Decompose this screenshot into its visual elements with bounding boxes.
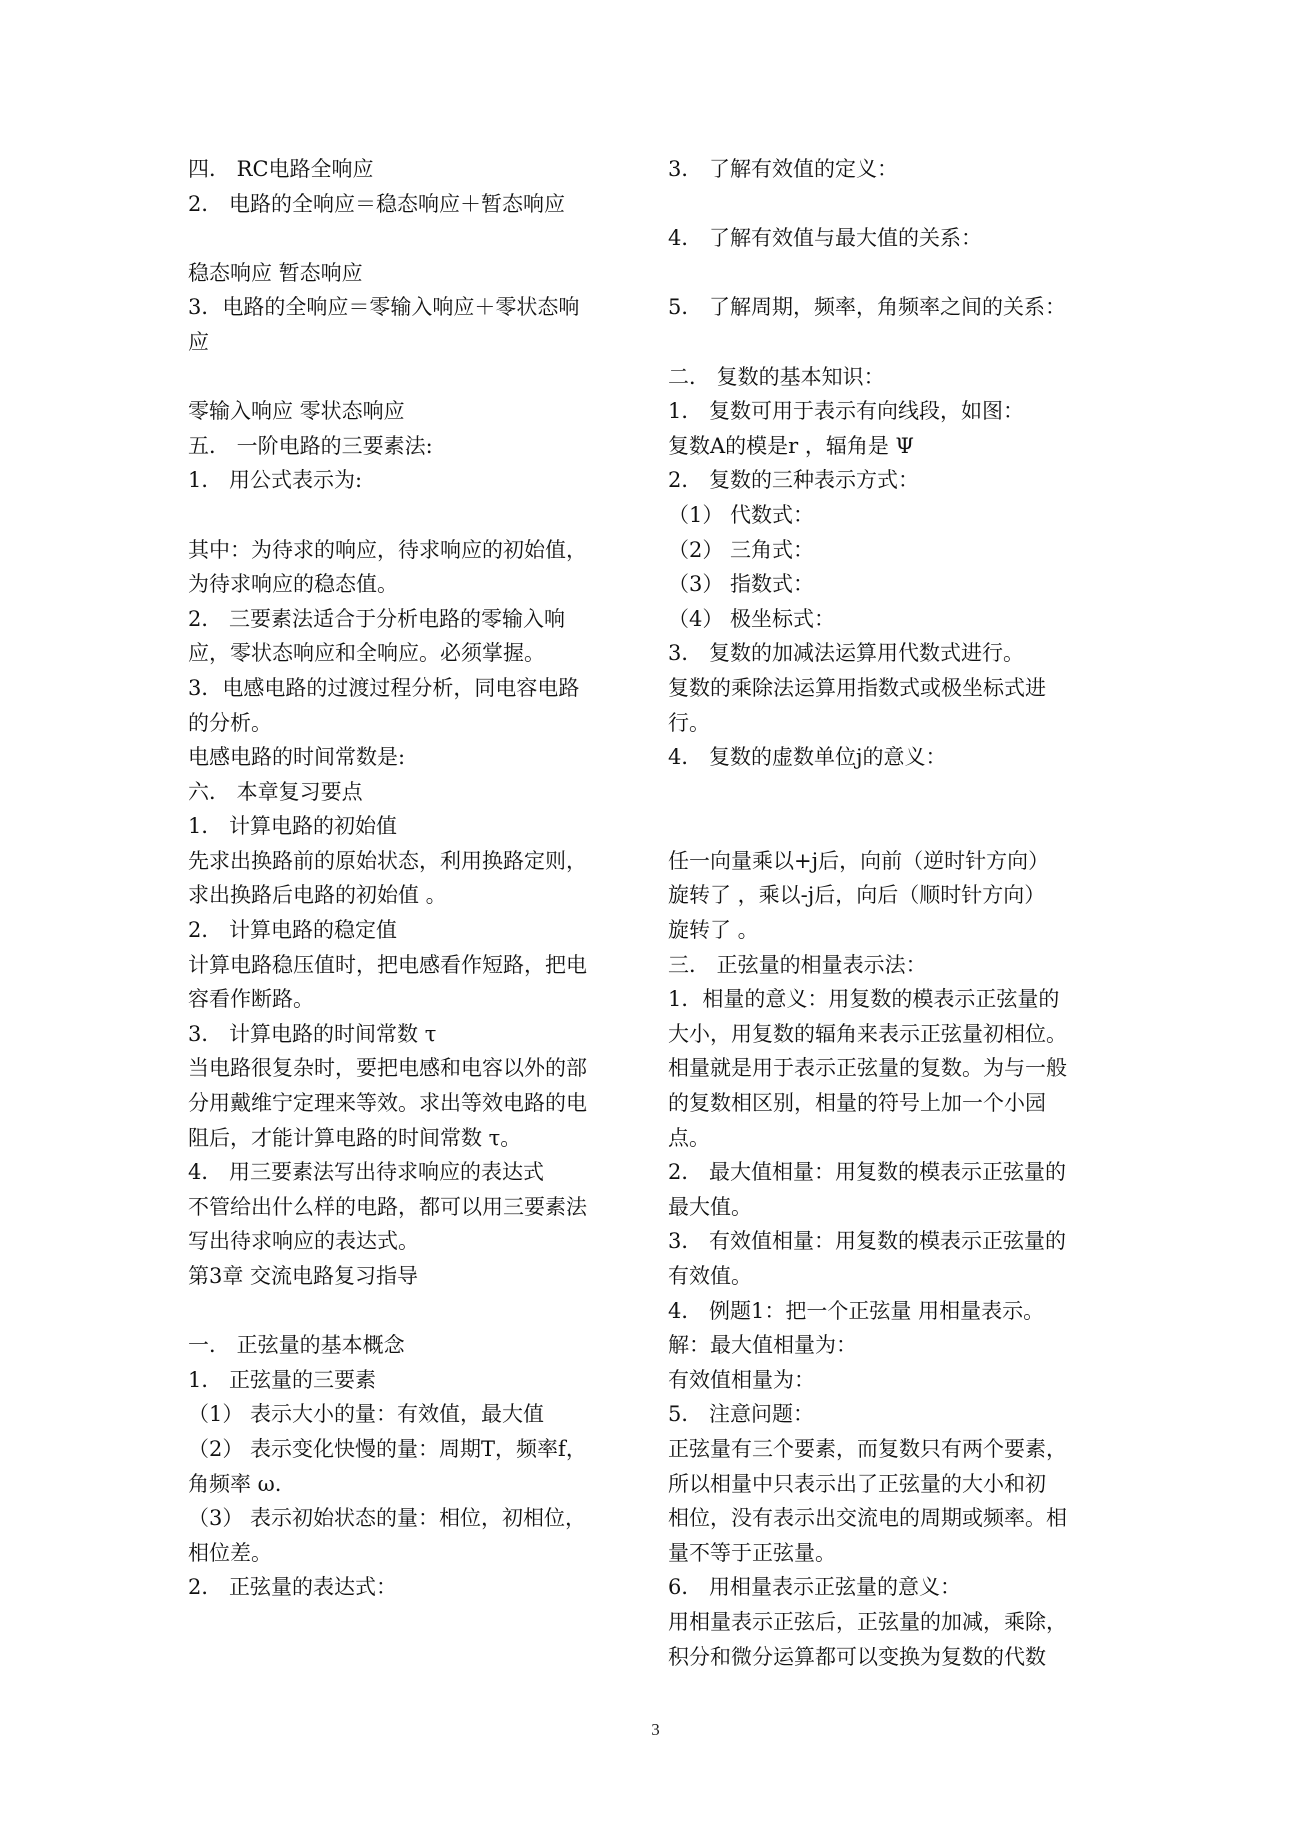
blank-line [668, 775, 1118, 810]
text-line: 不管给出什么样的电路，都可以用三要素法 [188, 1194, 587, 1219]
text-line: 3． 复数的加减法运算用代数式进行。 [668, 641, 1025, 666]
text-line: 大小，用复数的辐角来表示正弦量初相位。 [668, 1021, 1067, 1046]
text-line: 正弦量有三个要素，而复数只有两个要素， [668, 1436, 1067, 1461]
blank-line [188, 1294, 638, 1329]
text-line: 最大值。 [668, 1194, 752, 1219]
text-line: 2． 最大值相量：用复数的模表示正弦量的 [668, 1160, 1067, 1185]
text-line: 行。 [668, 710, 710, 735]
text-line: 1． 用公式表示为: [188, 468, 363, 493]
text-line: （3） 指数式： [668, 572, 815, 597]
text-line: （1） 代数式： [668, 502, 815, 527]
text-line: 一． 正弦量的基本概念 [188, 1333, 405, 1358]
text-line: 4． 用三要素法写出待求响应的表达式 [188, 1160, 545, 1185]
text-line: 相位差。 [188, 1540, 272, 1565]
text-line: 先求出换路前的原始状态，利用换路定则， [188, 848, 587, 873]
text-line: 旋转了 ，乘以-j后，向后（顺时针方向） [668, 883, 1046, 908]
text-line: 6． 用相量表示正弦量的意义： [668, 1575, 962, 1600]
text-line: 4． 复数的虚数单位j的意义： [668, 745, 947, 770]
text-line: 旋转了 。 [668, 918, 759, 943]
text-line: 2． 复数的三种表示方式： [668, 468, 920, 493]
text-line: 第3章 交流电路复习指导 [188, 1264, 419, 1288]
left-column [188, 152, 638, 1605]
text-line: 5． 了解周期，频率，角频率之间的关系： [668, 295, 1067, 320]
text-line: 所以相量中只表示出了正弦量的大小和初 [668, 1471, 1046, 1496]
text-line: 2． 计算电路的稳定值 [188, 918, 398, 943]
text-line: 应 [188, 329, 209, 354]
text-line: （3） 表示初始状态的量：相位，初相位， [188, 1506, 587, 1531]
text-line: 任一向量乘以+j后，向前（逆时针方向） [668, 848, 1050, 873]
text-line: 计算电路稳压值时，把电感看作短路，把电 [188, 952, 587, 977]
text-line: 零输入响应 零状态响应 [188, 399, 405, 424]
text-line: 有效值相量为： [668, 1367, 815, 1392]
text-line: 复数A的模是r ，辐角是 Ψ [668, 433, 914, 458]
text-line: 2． 正弦量的表达式： [188, 1575, 398, 1600]
text-line: 六． 本章复习要点 [188, 779, 363, 804]
text-line: 1． 复数可用于表示有向线段，如图： [668, 399, 1025, 424]
text-line: 3．电感电路的过渡过程分析，同电容电路 [188, 675, 580, 700]
text-line: 5． 注意问题： [668, 1402, 815, 1427]
text-line: 量不等于正弦量。 [668, 1540, 836, 1565]
blank-line [188, 360, 638, 395]
text-line: 容看作断路。 [188, 987, 314, 1012]
text-line: 其中：为待求的响应，待求响应的初始值， [188, 537, 587, 562]
text-line: 用相量表示正弦后，正弦量的加减，乘除， [668, 1609, 1067, 1634]
text-line: 为待求响应的稳态值。 [188, 572, 398, 597]
text-line: 2． 电路的全响应＝稳态响应＋暂态响应 [188, 191, 566, 216]
text-line: 五． 一阶电路的三要素法: [188, 433, 433, 458]
text-line: 3． 计算电路的时间常数 τ [188, 1021, 437, 1046]
blank-line [668, 256, 1118, 291]
text-line: 写出待求响应的表达式。 [188, 1229, 419, 1254]
text-line: 应，零状态响应和全响应。必须掌握。 [188, 641, 545, 666]
text-line: 3．电路的全响应＝零输入响应＋零状态响 [188, 295, 580, 320]
text-line: （1） 表示大小的量：有效值，最大值 [188, 1402, 545, 1427]
text-line: 点。 [668, 1125, 710, 1150]
blank-line [188, 498, 638, 533]
text-line: 的复数相区别，相量的符号上加一个小园 [668, 1091, 1046, 1116]
text-line: 当电路很复杂时，要把电感和电容以外的部 [188, 1056, 587, 1081]
blank-line [668, 325, 1118, 360]
text-line: 1．相量的意义：用复数的模表示正弦量的 [668, 987, 1060, 1012]
text-line: 复数的乘除法运算用指数式或极坐标式进 [668, 675, 1046, 700]
text-line: 3． 了解有效值的定义： [668, 157, 899, 181]
text-line: 四． RC电路全响应 [188, 157, 374, 181]
text-line: （2） 三角式： [668, 537, 815, 562]
text-line: 阻后，才能计算电路的时间常数 τ。 [188, 1125, 522, 1150]
text-line: 求出换路后电路的初始值 。 [188, 883, 447, 908]
blank-line [668, 187, 1118, 222]
text-line: 积分和微分运算都可以变换为复数的代数 [668, 1644, 1046, 1669]
text-line: 角频率 ω. [188, 1471, 282, 1496]
text-line: 稳态响应 暂态响应 [188, 260, 363, 285]
blank-line [188, 221, 638, 256]
text-line: （4） 极坐标式： [668, 606, 836, 631]
text-line: 1． 计算电路的初始值 [188, 814, 398, 839]
text-line: （2） 表示变化快慢的量：周期T，频率f， [188, 1436, 587, 1461]
page-number: 3 [651, 1720, 660, 1739]
text-line: 3． 有效值相量：用复数的模表示正弦量的 [668, 1229, 1067, 1254]
text-line: 解：最大值相量为： [668, 1333, 857, 1358]
text-line: 2． 三要素法适合于分析电路的零输入响 [188, 606, 566, 631]
blank-line [668, 809, 1118, 844]
text-line: 4． 了解有效值与最大值的关系： [668, 226, 983, 251]
text-line: 相位，没有表示出交流电的周期或频率。相 [668, 1506, 1067, 1531]
text-line: 三． 正弦量的相量表示法： [668, 952, 927, 977]
right-column [668, 152, 1118, 1674]
text-line: 的分析。 [188, 710, 272, 735]
text-line: 二． 复数的基本知识： [668, 364, 885, 389]
text-line: 相量就是用于表示正弦量的复数。为与一般 [668, 1056, 1067, 1081]
text-line: 1． 正弦量的三要素 [188, 1367, 377, 1392]
text-line: 电感电路的时间常数是: [188, 745, 406, 770]
text-line: 4． 例题1：把一个正弦量 用相量表示。 [668, 1298, 1045, 1323]
text-line: 有效值。 [668, 1264, 752, 1288]
text-line: 分用戴维宁定理来等效。求出等效电路的电 [188, 1091, 587, 1116]
